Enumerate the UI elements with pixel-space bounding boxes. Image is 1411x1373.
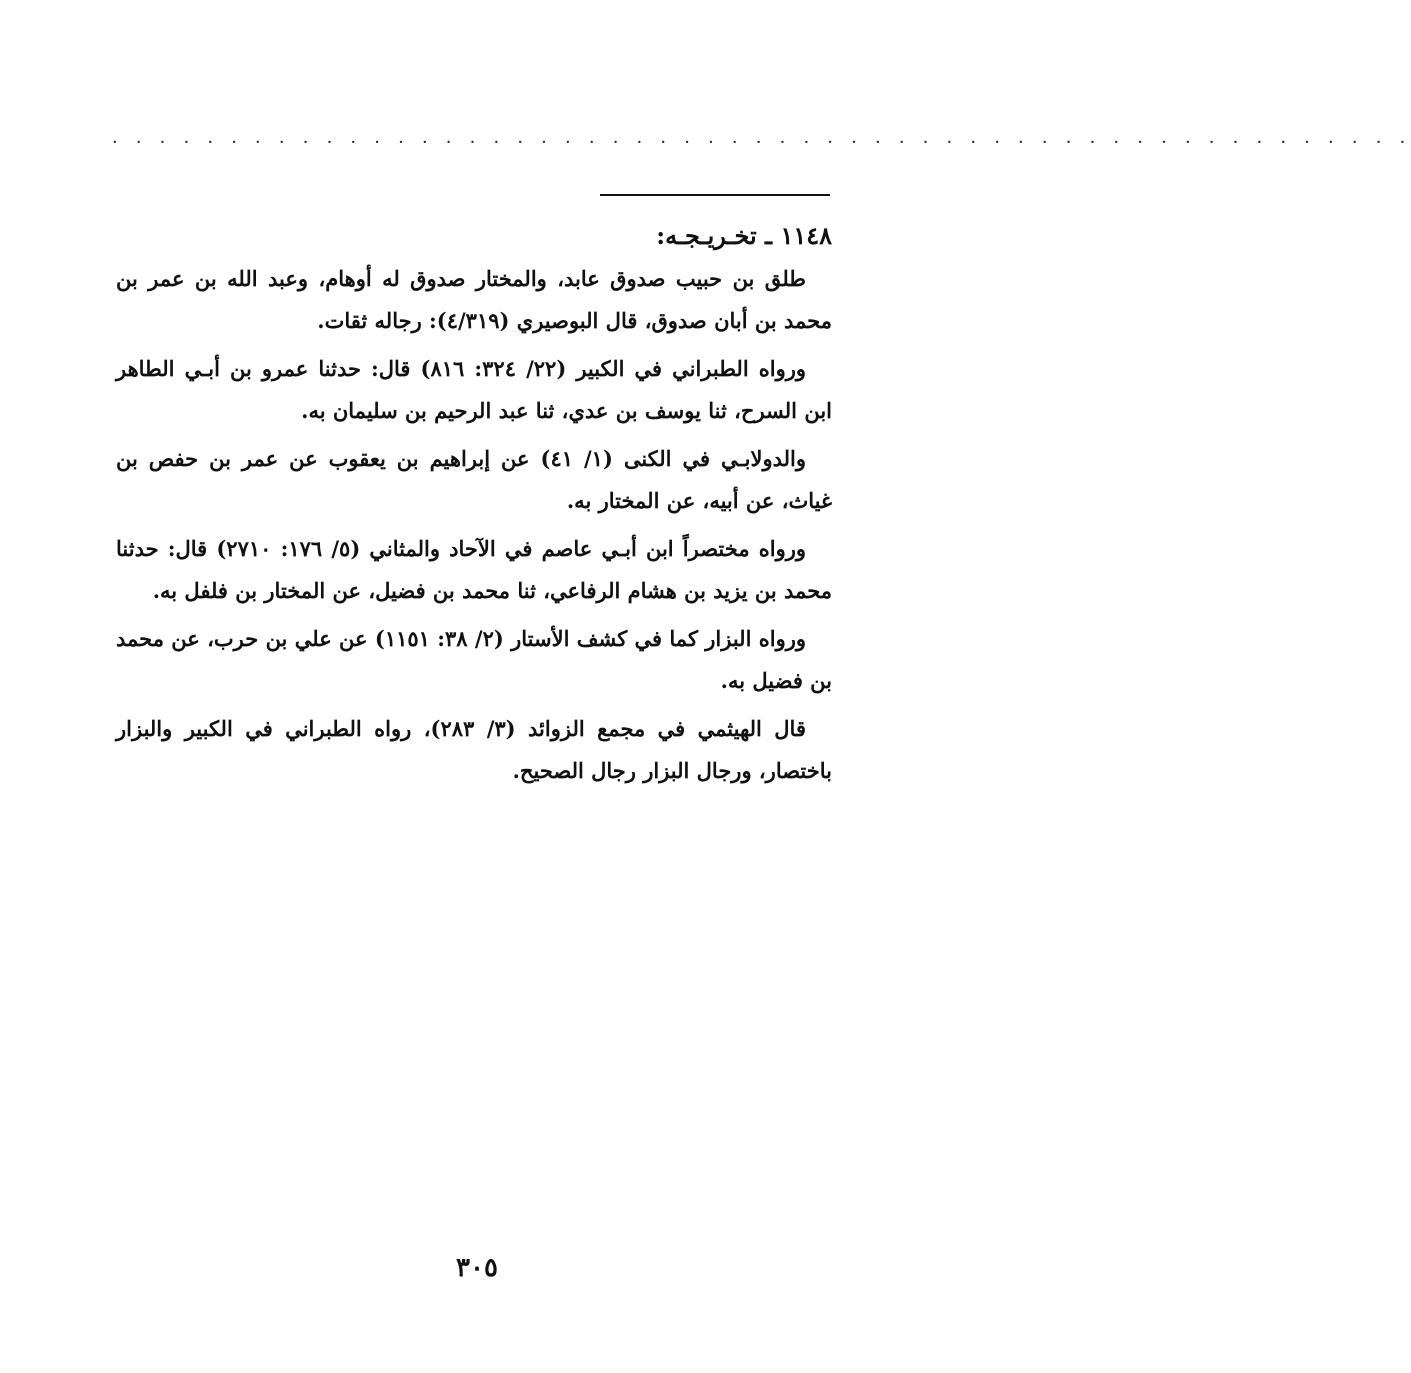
takhrij-heading: ١١٤٨ ـ تخـريـجـه:	[656, 221, 832, 250]
paragraph: طلق بن حبيب صدوق عابد، والمختار صدوق له أوهام، وعبد الله بن عمر بن محمد بن أبان صدوق، قال البوصيري (٤/٣١٩): رجاله ثقات.	[116, 266, 832, 333]
paragraph: والدولابـي في الكنى (١/ ٤١) عن إبراهيم بن يعقوب عن عمر بن حفص بن غياث، عن أبيه، عن المختار به.	[116, 446, 832, 513]
paragraph: ورواه الطبراني في الكبير (٢٢/ ٣٢٤: ٨١٦) قال: حدثنا عمرو بن أبـي الطاهر ابن السرح، ثنا يوسف بن عدي، ثنا عبد الرحيم بن سليمان به.	[116, 356, 832, 423]
dotted-separator: · · · · · · · · · · · · · · · · · · · · · · · · · · · · · · · · · · · · · · · · · · · · · · · · · · · · · · ·	[112, 132, 1411, 153]
paragraph: قال الهيثمي في مجمع الزوائد (٣/ ٢٨٣)، رواه الطبراني في الكبير والبزار باختصار، ورجال البزار رجال الصحيح.	[116, 716, 832, 783]
paragraph: ورواه مختصراً ابن أبـي عاصم في الآحاد والمثاني (٥/ ١٧٦: ٢٧١٠) قال: حدثنا محمد بن يزيد بن هشام الرفاعي، ثنا محمد بن فضيل، عن المختار بن فلفل به.	[116, 536, 832, 603]
footnote-rule	[600, 194, 830, 196]
paragraph: ورواه البزار كما في كشف الأستار (٢/ ٣٨: ١١٥١) عن علي بن حرب، عن محمد بن فضيل به.	[116, 626, 832, 693]
takhrij-section	[116, 214, 832, 798]
page-number: ٣٠٥	[456, 1253, 498, 1283]
